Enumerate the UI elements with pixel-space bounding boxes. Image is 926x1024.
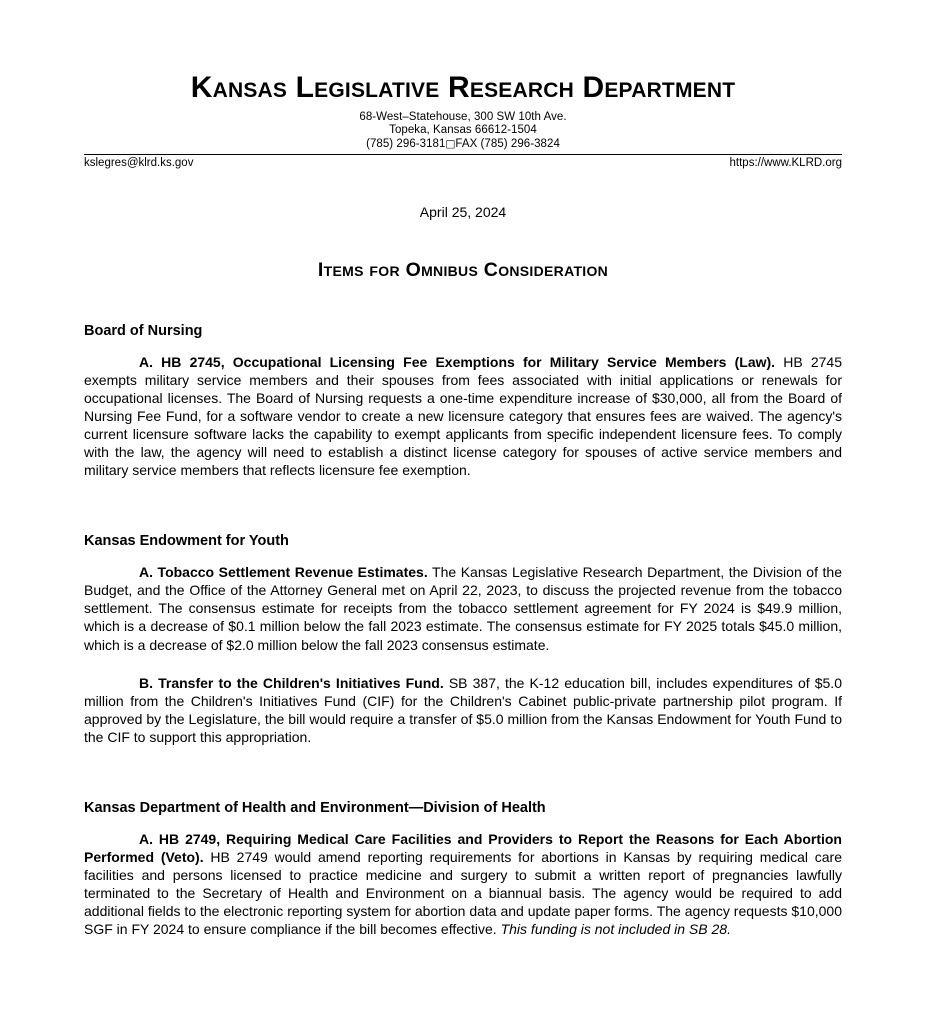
section-kansas-endowment-for-youth [84,532,842,746]
organization-title: Kansas Legislative Research Department [190,71,736,104]
fax-number: FAX (785) 296-3824 [455,137,560,150]
document-date: April 25, 2024 [419,203,507,220]
address-block [84,111,842,152]
item-lead-label: A. HB 2745, Occupational Licensing Fee Exemptions for Military Service Members (Law). [139,353,776,370]
item-body-text: HB 2745 exempts military service members and their spouses from fees associated with initial applications or renewals for occupational licenses. The Board of Nursing requests a one-time expenditure increase of $30,000, all from the Board of Nursing Fee Fund, for a software vendor to create a new licensure category that ensures fees are waived. The agency's current licensure software lacks the capability to exempt applicants from specific independent licensure fees. To comply with the law, the agency will need to establish a distinct license category for spouses of active service members and military service members that reflects licensure fee exemption. [84,353,842,479]
item-paragraph [84,830,842,939]
address-line-phone [84,138,842,152]
website-url[interactable]: https://www.KLRD.org [729,156,842,169]
email-address[interactable]: kslegres@klrd.ks.gov [84,156,194,169]
item-body-text: The Kansas Legislative Research Department, the Division of the Budget, and the Office of the Attorney General met on April 22, 2023, to discuss the projected revenue from the tobacco settlement. The consensus estimate for receipts from the tobacco settlement agreement for FY 2024 is $49.9 million, which is a decrease of $0.1 million below the fall 2023 estimate. The consensus estimate for FY 2025 totals $45.0 million, which is a decrease of $2.0 million below the fall 2023 consensus estimate. [84,564,842,653]
contact-row [84,156,842,170]
section-heading: Kansas Endowment for Youth [84,533,289,550]
item-lead-label: B. Transfer to the Children's Initiatives Fund. [139,674,444,691]
item-paragraph [84,674,842,746]
phone-number: (785) 296-3181 [366,137,446,150]
address-line-city: Topeka, Kansas 66612-1504 [389,124,537,136]
box-separator-icon: □ [445,137,456,150]
letterhead [84,0,842,170]
section-board-of-nursing [84,322,842,480]
address-line-street: 68-West–Statehouse, 300 SW 10th Ave. [359,110,567,123]
item-paragraph [84,353,842,480]
letterhead-divider [84,154,842,155]
item-paragraph [84,563,842,653]
item-lead-label: A. HB 2749, Requiring Medical Care Facilities and Providers to Report the Reasons for Each Abortion Performed (Veto). [84,831,842,866]
item-body-text: SB 387, the K-12 education bill, includes expenditures of $5.0 million from the Children's Initiatives Fund (CIF) for the Children's Cabinet public-private partnership pilot program. If approved by the Legislature, the bill would require a transfer of $5.0 million from the Kansas Endowment for Youth Fund to the CIF to support this appropriation. [84,674,842,745]
document-title: Items for Omnibus Consideration [317,258,609,281]
section-heading: Board of Nursing [84,322,203,339]
item-italic-note: This funding is not included in SB 28. [500,921,731,938]
item-body-text: HB 2749 would amend reporting requirements for abortions in Kansas by requiring medical care facilities and persons licensed to practice medicine and surgery to submit a written report of pregnancies lawfully terminated to the Secretary of Health and Environment on a biannual basis. The agency would be required to add additional fields to the electronic reporting system for abortion data and update paper forms. The agency requests $10,000 SGF in FY 2024 to ensure compliance if the bill becomes effective. [84,849,842,938]
item-lead-label: A. Tobacco Settlement Revenue Estimates. [139,564,428,581]
section-heading: Kansas Department of Health and Environment—Division of Health [84,800,546,816]
section-kdhe-division-of-health [84,799,842,939]
